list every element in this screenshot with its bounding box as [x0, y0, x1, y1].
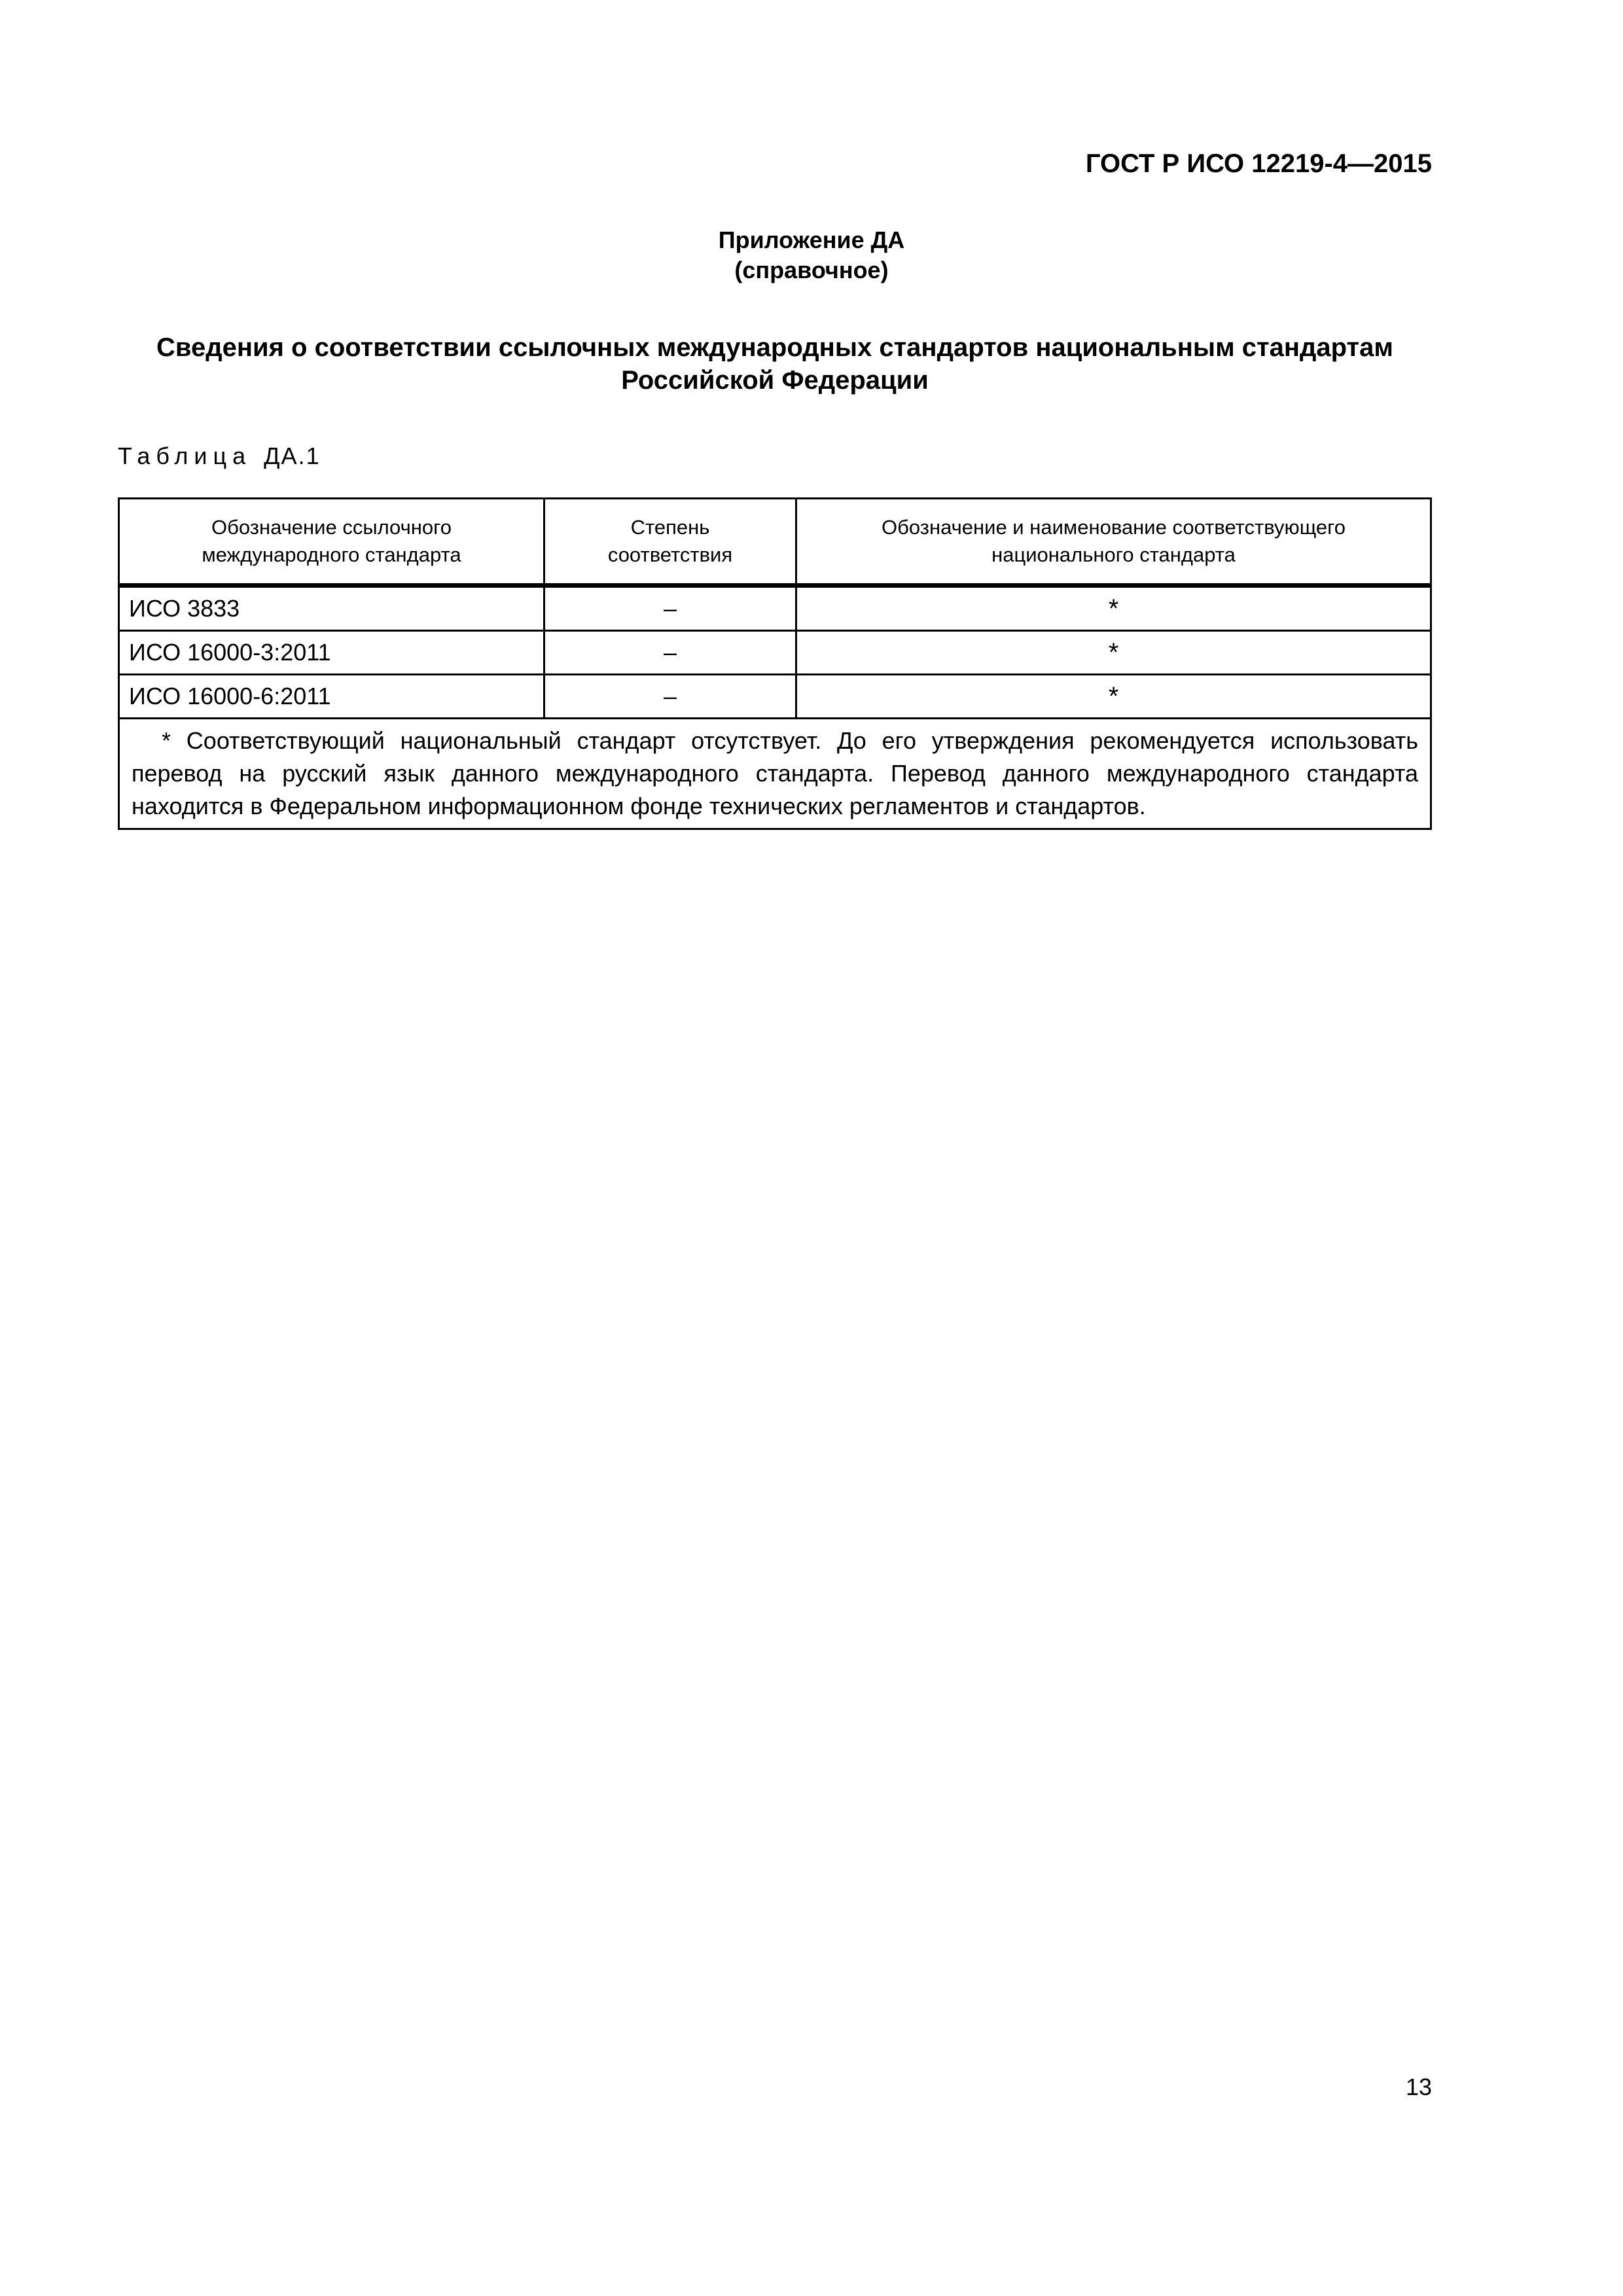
- table-caption: [118, 442, 321, 470]
- document-title-line-2: Российской Федерации: [621, 366, 929, 395]
- cell-degree: –: [544, 586, 796, 631]
- cell-designation: ИСО 16000-6:2011: [119, 675, 544, 719]
- appendix-heading: [0, 225, 1623, 285]
- header-national-line-2: национального стандарта: [991, 543, 1236, 566]
- cell-national-standard: *: [796, 675, 1431, 719]
- cell-designation: ИСО 3833: [119, 586, 544, 631]
- header-degree: [544, 499, 796, 586]
- page-number: 13: [1405, 2073, 1432, 2100]
- document-title: [118, 331, 1432, 397]
- table-row: [119, 631, 1431, 675]
- cell-national-standard: *: [796, 631, 1431, 675]
- table-body: [119, 586, 1431, 719]
- header-degree-line-1: Степень: [630, 516, 710, 539]
- table-row: [119, 675, 1431, 719]
- header-designation-line-1: Обозначение ссылочного: [211, 516, 452, 539]
- table-row: [119, 586, 1431, 631]
- table-footnote: * Соответствующий национальный стандарт отсутствует. До его утверждения рекомендуется использовать перевод на русский язык данного международного стандарта. Перевод данного международного стандарта находится в Федеральном информационном фонде технических регламентов и стандартов.: [119, 719, 1431, 829]
- table-footnote-row: [119, 719, 1431, 829]
- header-degree-line-2: соответствия: [607, 543, 733, 566]
- header-national-line-1: Обозначение и наименование соответствующего: [881, 516, 1346, 539]
- cell-national-standard: *: [796, 586, 1431, 631]
- document-title-line-1: Сведения о соответствии ссылочных международных стандартов национальным стандартам: [156, 333, 1393, 362]
- cell-degree: –: [544, 675, 796, 719]
- table-caption-number: ДА.1: [264, 442, 321, 469]
- gost-code-header: ГОСТ Р ИСО 12219-4—2015: [1085, 149, 1432, 178]
- table-header-row: [119, 499, 1431, 586]
- appendix-subtitle: (справочное): [734, 257, 889, 283]
- table-caption-word: Таблица: [118, 442, 252, 469]
- cell-designation: ИСО 16000-3:2011: [119, 631, 544, 675]
- table-header: [119, 499, 1431, 586]
- header-designation-line-2: международного стандарта: [202, 543, 461, 566]
- appendix-title: Приложение ДА: [718, 226, 905, 253]
- table-footer: [119, 719, 1431, 829]
- standards-correspondence-table: [118, 497, 1432, 830]
- header-national-standard: [796, 499, 1431, 586]
- cell-degree: –: [544, 631, 796, 675]
- header-designation: [119, 499, 544, 586]
